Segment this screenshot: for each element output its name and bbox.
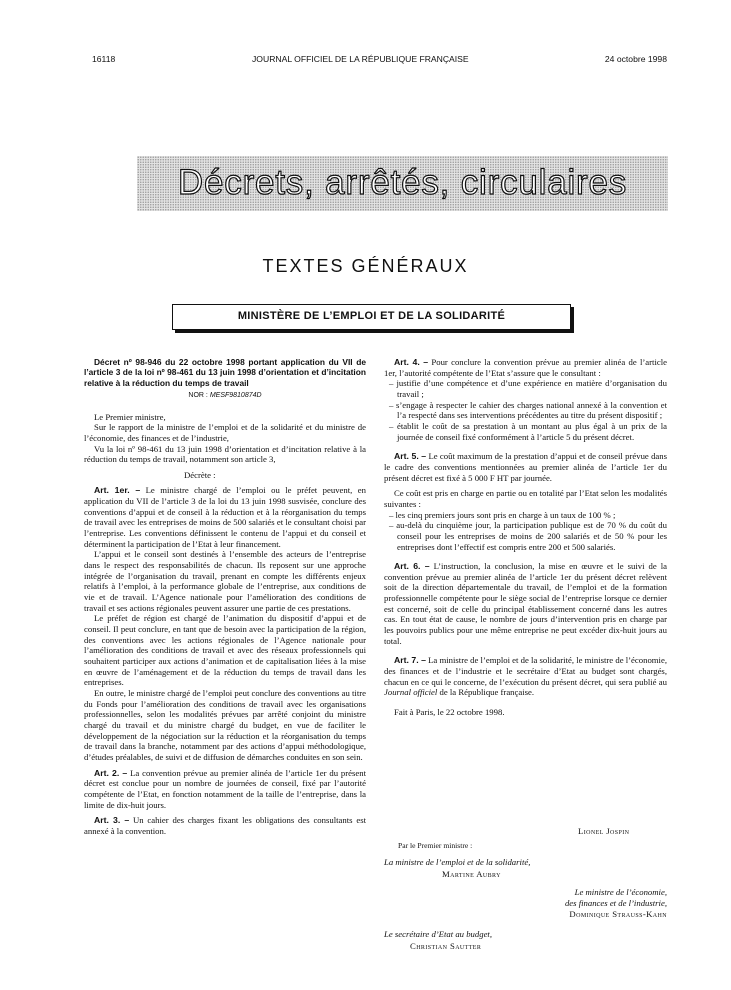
nor-label: NOR :	[188, 391, 208, 399]
page-number: 16118	[92, 54, 116, 64]
decrete-label: Décrète :	[184, 469, 216, 480]
article-4-label: Art. 4. –	[394, 357, 429, 367]
section-heading: TEXTES GÉNÉRAUX	[262, 256, 469, 276]
ministry-title: MINISTÈRE DE L’EMPLOI ET DE LA SOLIDARITÉ	[237, 310, 506, 322]
article-5-item: – au-delà du cinquième jour, la participation publique est de 70 % du coût du conseil pour les entreprises de moins de 200 salariés et de 50 % pour les entreprises dont l’effectif est compris entre 200 et 500 salariés.	[389, 520, 667, 552]
minister-2-name: Dominique Strauss-Kahn	[569, 909, 667, 919]
secretary-title: Le secrétaire d’Etat au budget,	[384, 929, 493, 939]
article-1-label: Art. 1er. –	[94, 485, 141, 496]
signatory-pm: Lionel Jospin	[578, 826, 630, 836]
minister-2-title-1: Le ministre de l’économie,	[574, 887, 667, 897]
article-3-label: Art. 3. –	[94, 815, 130, 826]
article-1-para: Le préfet de région est chargé de l’animation du dispositif d’appui et de conseil. Il peut conclure, en tant que de besoin avec la participation de la région, des conventions avec les actions régionales de l’Agence nationale pour l’amélioration des conditions de travail et avec des réseaux professionnels qui souhaitent participer aux actions d’animation et de capitalisation liées à la mise en œuvre de l’aménagement et de la réduction du temps de travail dans les entreprises.	[84, 613, 366, 688]
decree-title: Décret nº 98-946 du 22 octobre 1998 portant application du VII de l’article 3 de la loi nº 98-461 du 13 juin 1998 d’orientation et d’incitation relative à la réduction du temps de travail	[84, 357, 366, 388]
nor-value: MESF9810874D	[209, 391, 262, 399]
article-3-text: Un cahier des charges fixant les obligations des consultants est annexé à la convention.	[84, 815, 367, 836]
article-3	[84, 815, 366, 836]
journal-officiel: Journal officiel	[384, 687, 438, 698]
issue-date: 24 octobre 1998	[604, 54, 667, 64]
banner-title: Décrets, arrêtés, circulaires	[177, 163, 628, 202]
article-4-item: – s’engage à respecter le cahier des charges national annexé à la convention et l’a respecté dans ses interventions précédentes au titre du présent dispositif ;	[389, 399, 667, 421]
article-1-para: En outre, le ministre chargé de l’emploi peut conclure des conventions au titre du Fonds pour l’amélioration des conditions de travail avec les organisations professionnelles, selon les modalités prévues par arrêté conjoint du ministre chargé du travail et du ministre chargé du budget, en vue de faciliter le développement de la négociation sur la réduction et la réorganisation du temps de travail dans la branche, notamment par des actions d’appui méthodologique, d’études préalables, de suivi et de diffusion de démarches conduites en son sein.	[84, 687, 366, 762]
article-4-item: – établit le coût de sa prestation à un montant au plus égal à un prix de la journée de conseil fixé conformément à l’article 5 du présent décret.	[389, 420, 667, 442]
nor-reference	[84, 391, 366, 402]
article-2	[84, 768, 366, 811]
left-column	[84, 357, 366, 836]
secretary-name: Christian Sautter	[410, 941, 482, 951]
article-6-label: Art. 6. –	[394, 561, 430, 572]
minister-1-name: Martine Aubry	[442, 869, 501, 879]
article-4	[384, 357, 667, 378]
fait-a-paris: Fait à Paris, le 22 octobre 1998.	[394, 707, 505, 718]
article-7-text-end: de la République française.	[437, 687, 535, 698]
article-1-text: Le ministre chargé de l’emploi ou le préfet peuvent, en application du VII de l’article 3 de la loi du 13 juin 1998 susvisée, conclure des conventions d’appui et de conseil à la réduction et à la réorganisation du temps de travail avec les entreprises de moins de 500 salariés et le consultant choisi par l’entreprise. Les conventions définissent le contenu de l’appui et du conseil et déterminent la participation de l’Etat à leur financement.	[84, 485, 366, 549]
article-1-para: L’appui et le conseil sont destinés à l’ensemble des acteurs de l’entreprise dans le respect des responsabilités de chacun. Ils reposent sur une approche intégrée de l’organisation du travail, prenant en compte les différents enjeux relatifs à l’emploi, à la performance globale de l’entreprise, aux conditions de vie et de travail. L’Agence nationale pour l’amélioration des conditions de travail et ses actions régionales peuvent assurer une partie de ces prestations.	[84, 549, 366, 613]
preamble-line: Vu la loi nº 98-461 du 13 juin 1998 d’orientation et d’incitation relative à la réduction du temps de travail, notamment son article 3,	[84, 443, 366, 465]
article-7	[384, 655, 667, 698]
article-5	[384, 451, 667, 483]
article-7-text: La ministre de l’emploi et de la solidarité, le ministre de l’économie, des finances et de l’industrie et le secrétaire d’Etat au budget sont chargés, chacun en ce qui le concerne, de l’exécution du présent décret, qui sera publié au	[384, 655, 667, 687]
article-4-item: – justifie d’une compétence et d’une expérience en matière d’organisation du travail ;	[389, 378, 667, 399]
article-5-item: – les cinq premiers jours sont pris en charge à un taux de 100 % ;	[389, 509, 616, 520]
article-1-para	[84, 485, 366, 549]
article-7-label: Art. 7. –	[394, 655, 426, 666]
running-header	[92, 54, 667, 68]
article-2-label: Art. 2. –	[94, 767, 128, 778]
article-6-text: L’instruction, la conclusion, la mise en œuvre et le suivi de la convention prévue au premier alinéa de l’article 1er du présent décret relèvent soit de la direction départementale du travail, de l’emploi et de la formation professionnelle compétente pour le siège social de l’entreprise lorsque ce dernier est concerné, soit de celle du principal établissement concerné dans les autres cas. En tout état de cause, le nombre de jours d’intervention pris en charge par les pouvoirs publics pour une même entreprise ne peut excéder dix-huit jours au total.	[384, 561, 667, 646]
minister-1-title: La ministre de l’emploi et de la solidarité,	[384, 857, 531, 867]
par-le-premier-ministre: Par le Premier ministre :	[398, 841, 473, 850]
article-4-text: Pour conclure la convention prévue au premier alinéa de l’article 1er, l’autorité compétente de l’Etat s’assure que le consultant :	[384, 357, 667, 378]
article-2-text: La convention prévue au premier alinéa de l’article 1er du présent décret est conclue pour un nombre de journées de conseil, fixé par l’autorité compétente de l’Etat, en fonction notamment de la taille de l’entreprise, dans la limite de dix-huit jours.	[84, 767, 367, 810]
article-6	[384, 561, 667, 646]
right-column	[384, 357, 667, 718]
article-5-text-2: Ce coût est pris en charge en partie ou en totalité par l’Etat selon les modalités suivantes :	[384, 488, 667, 509]
preamble-line: Le Premier ministre,	[94, 411, 166, 422]
journal-title: JOURNAL OFFICIEL DE LA RÉPUBLIQUE FRANÇAISE	[252, 54, 469, 64]
preamble-line: Sur le rapport de la ministre de l’emploi et de la solidarité et du ministre de l’économie, des finances et de l’industrie,	[84, 422, 366, 443]
article-5-text: Le coût maximum de la prestation d’appui et de conseil prévue dans le cadre des conventions mentionnées au premier alinéa de l’article 1er du présent décret est fixé à 5 000 F HT par journée.	[384, 451, 667, 483]
article-5-label: Art. 5. –	[394, 451, 427, 462]
minister-2-title-2: des finances et de l’industrie,	[564, 898, 667, 908]
